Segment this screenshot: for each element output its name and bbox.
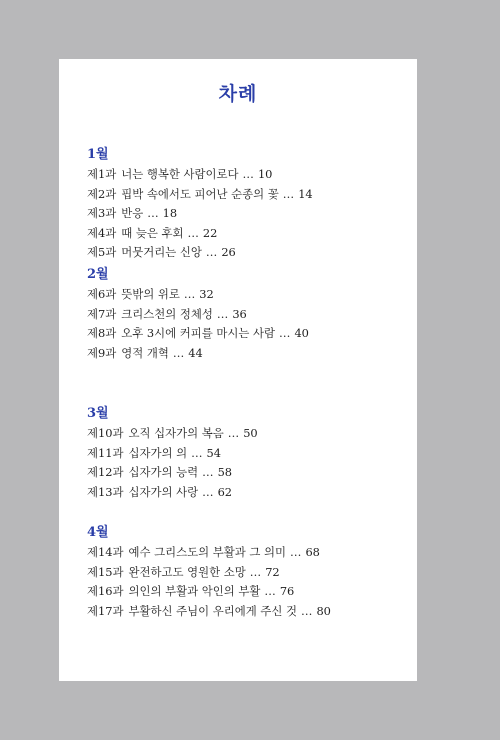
lesson-title: 오후 3시에 커피를 마시는 사람 — [121, 326, 276, 340]
ellipsis-separator: … — [187, 225, 199, 240]
lesson-title: 예수 그리스도의 부활과 그 의미 — [128, 545, 287, 559]
ellipsis-separator: … — [202, 484, 214, 499]
lesson-title: 머뭇거리는 신앙 — [121, 245, 202, 259]
toc-entry — [87, 344, 407, 364]
toc-entry — [87, 324, 407, 344]
page-number: 18 — [162, 206, 178, 220]
ellipsis-separator: … — [282, 186, 295, 201]
lesson-title: 크리스천의 정체성 — [121, 306, 213, 321]
lesson-title: 핍박 속에서도 피어난 순종의 꽃 — [121, 186, 279, 201]
ellipsis-separator: … — [205, 245, 218, 259]
ellipsis-separator: … — [279, 326, 291, 340]
lesson-number: 제1과 — [87, 167, 117, 181]
lesson-number: 제5과 — [87, 245, 117, 259]
toc-entry — [87, 563, 407, 583]
lesson-number: 제15과 — [87, 564, 124, 579]
page-number: 68 — [305, 545, 320, 559]
toc-title: 차례 — [218, 83, 258, 105]
lesson-number: 제3과 — [87, 206, 117, 220]
toc-section — [87, 145, 407, 263]
toc-entry — [87, 285, 407, 305]
lesson-number: 제11과 — [87, 445, 124, 460]
lesson-title: 반응 — [121, 206, 144, 220]
month-heading: 2월 — [87, 267, 109, 282]
lesson-number: 제16과 — [87, 584, 124, 598]
ellipsis-separator: … — [202, 465, 214, 479]
toc-section — [87, 523, 407, 621]
lesson-number: 제6과 — [87, 287, 117, 301]
page-number: 26 — [221, 245, 236, 259]
lesson-title: 십자가의 사랑 — [128, 484, 199, 499]
toc-entry — [87, 582, 407, 602]
lesson-title: 십자가의 의 — [128, 445, 188, 460]
month-heading: 4월 — [87, 525, 109, 540]
lesson-number: 제12과 — [87, 465, 124, 479]
toc-entry — [87, 543, 407, 563]
lesson-number: 제9과 — [87, 345, 117, 360]
toc-entry — [87, 602, 407, 622]
ellipsis-separator: … — [249, 564, 262, 579]
lesson-title: 영적 개혁 — [121, 345, 169, 360]
toc-entry — [87, 463, 407, 483]
ellipsis-separator: … — [172, 345, 185, 360]
lesson-title: 뜻밖의 위로 — [121, 287, 180, 301]
toc-entry — [87, 483, 407, 503]
ellipsis-separator: … — [290, 545, 302, 559]
page-number: 54 — [206, 445, 222, 460]
page-number: 76 — [279, 584, 295, 598]
lesson-number: 제14과 — [87, 545, 124, 559]
lesson-number: 제7과 — [87, 306, 117, 321]
page-number: 14 — [298, 186, 313, 201]
lesson-title: 의인의 부활과 악인의 부활 — [128, 584, 261, 598]
lesson-number: 제2과 — [87, 186, 117, 201]
ellipsis-separator: … — [191, 445, 203, 460]
page-number: 44 — [188, 345, 203, 360]
page-number: 58 — [217, 465, 233, 479]
lesson-number: 제8과 — [87, 326, 117, 340]
lesson-title: 십자가의 능력 — [128, 465, 199, 479]
month-heading: 3월 — [87, 406, 109, 421]
lesson-title: 때 늦은 후회 — [121, 225, 184, 240]
lesson-number: 제10과 — [87, 426, 124, 440]
page-number: 62 — [217, 484, 233, 499]
book-page — [59, 59, 417, 681]
lesson-title: 오직 십자가의 복음 — [128, 426, 224, 440]
page-number: 40 — [294, 326, 309, 340]
lesson-title: 너는 행복한 사람이로다 — [121, 167, 239, 181]
lesson-title: 완전하고도 영원한 소망 — [128, 564, 246, 579]
lesson-number: 제4과 — [87, 225, 117, 240]
toc-entry — [87, 204, 407, 224]
ellipsis-separator: … — [183, 287, 196, 301]
toc-entry — [87, 224, 407, 244]
toc-entry — [87, 185, 407, 205]
toc-entry — [87, 444, 407, 464]
lesson-number: 제17과 — [87, 603, 124, 618]
page-number: 10 — [257, 167, 273, 181]
ellipsis-separator: … — [301, 603, 313, 618]
toc-entry — [87, 243, 407, 263]
toc-section — [87, 404, 407, 502]
ellipsis-separator: … — [216, 306, 229, 321]
page-number: 32 — [199, 287, 214, 301]
toc-entry — [87, 305, 407, 325]
page-number: 36 — [232, 306, 247, 321]
lesson-number: 제13과 — [87, 484, 124, 499]
page-number: 22 — [202, 225, 218, 240]
page-number: 72 — [265, 564, 280, 579]
toc-entry — [87, 424, 407, 444]
month-heading: 1월 — [87, 147, 109, 162]
ellipsis-separator: … — [264, 584, 276, 598]
toc-entry — [87, 165, 407, 185]
toc-section — [87, 265, 407, 363]
page-number: 80 — [316, 603, 331, 618]
lesson-title: 부활하신 주님이 우리에게 주신 것 — [128, 603, 298, 618]
ellipsis-separator: … — [147, 206, 159, 220]
ellipsis-separator: … — [227, 426, 240, 440]
ellipsis-separator: … — [242, 167, 254, 181]
page-number: 50 — [243, 426, 258, 440]
